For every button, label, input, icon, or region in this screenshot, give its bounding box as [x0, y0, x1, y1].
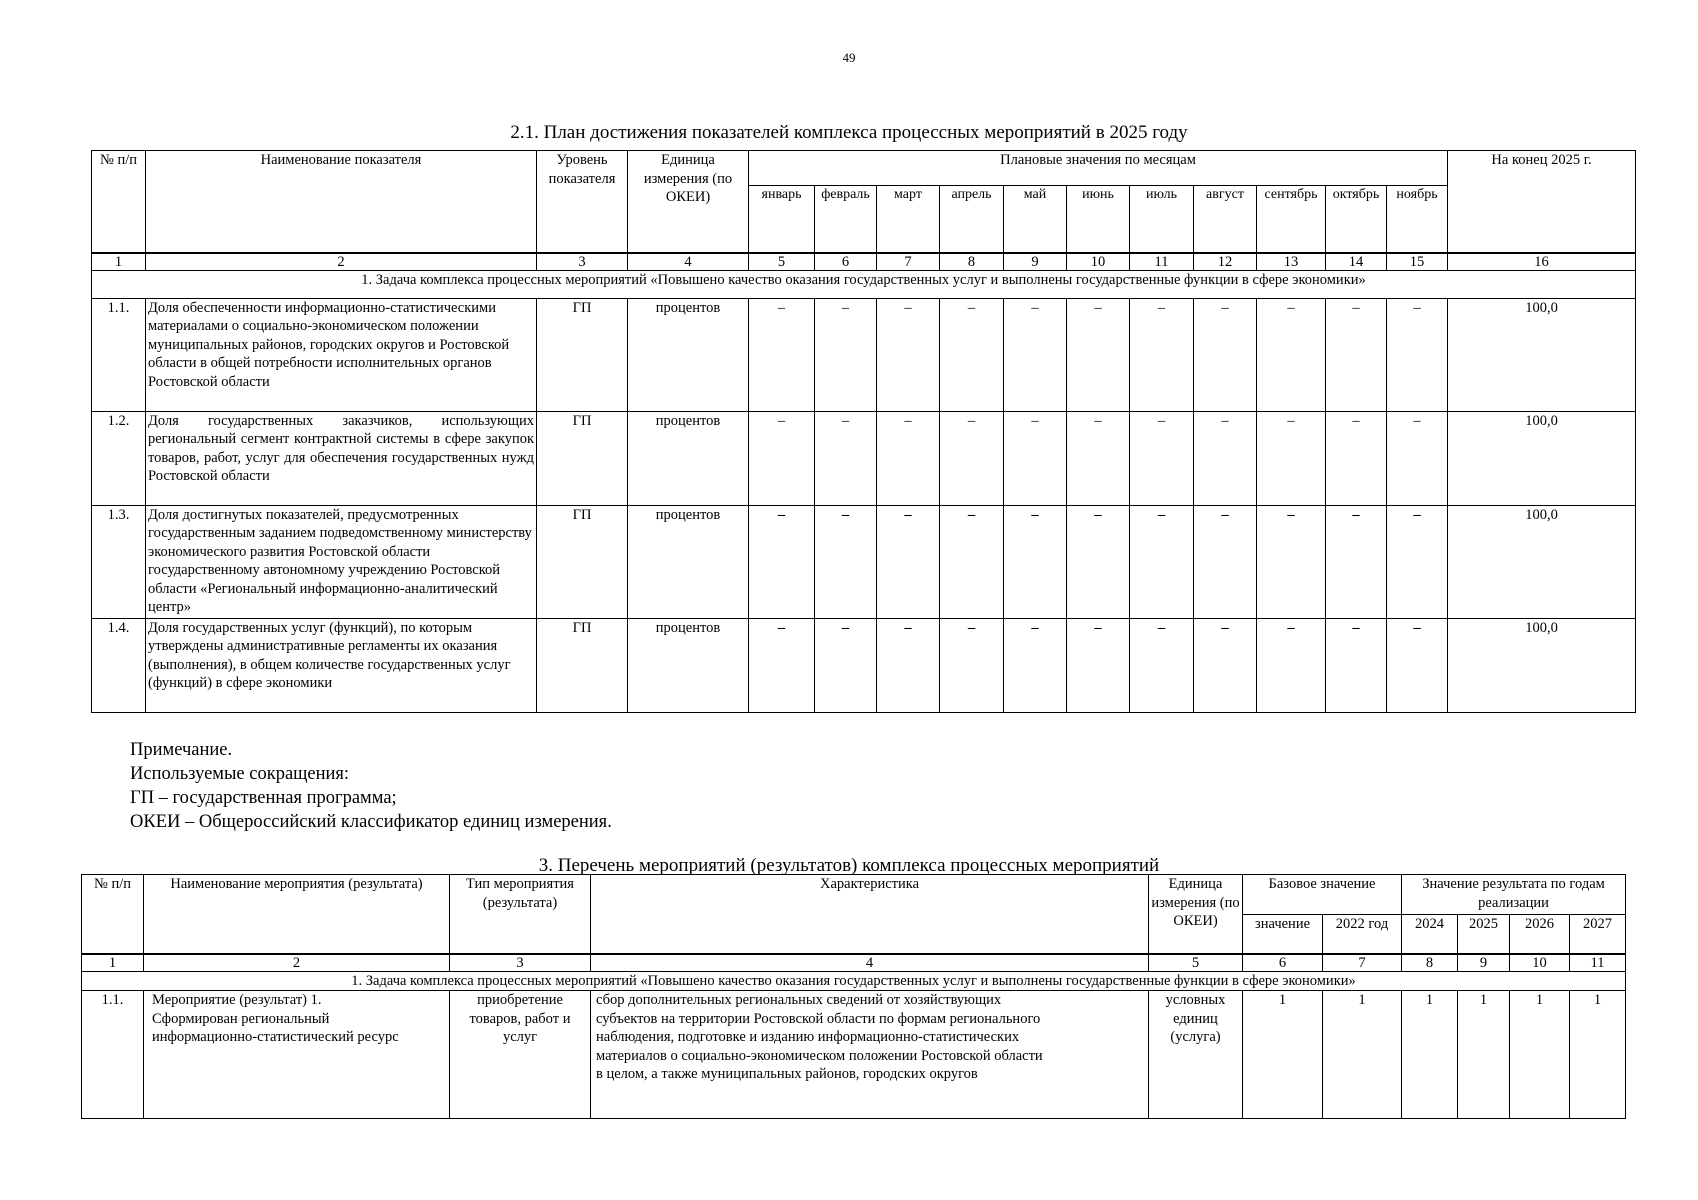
base-value: 1	[1243, 991, 1323, 1119]
table-row	[92, 298, 1636, 411]
month-value: –	[1257, 411, 1326, 505]
month-header: июнь	[1067, 186, 1130, 253]
month-value: –	[1067, 411, 1130, 505]
month-header: ноябрь	[1387, 186, 1448, 253]
table-row	[82, 991, 1626, 1119]
value-2025: 1	[1458, 991, 1510, 1119]
activity-characteristic: сбор дополнительных региональных сведений от хозяйствующих субъектов на территории Ростовской области по формам регионального наблюдения, подготовке и изданию информационно-статистических материалов о социально-экономическом положении Ростовской области в целом, а также муниципальных районов, городских округов	[591, 991, 1149, 1119]
header-unit: Единица измерения (по ОКЕИ)	[1149, 875, 1243, 954]
header-base-value: Базовое значение	[1243, 875, 1402, 915]
note-abbrev-heading: Используемые сокращения:	[130, 764, 350, 784]
month-header: январь	[749, 186, 815, 253]
month-header: август	[1194, 186, 1257, 253]
month-value: –	[1194, 411, 1257, 505]
index-cell: 2	[144, 954, 450, 972]
task-row: 1. Задача комплекса процессных мероприятий «Повышено качество оказания государственных услуг и выполнены государственные функции в сфере экономики»	[82, 971, 1626, 991]
month-value: –	[940, 411, 1004, 505]
header-num: № п/п	[92, 151, 146, 253]
header-year: 2026	[1510, 915, 1570, 954]
month-value: –	[1194, 505, 1257, 618]
month-value: –	[877, 298, 940, 411]
month-header: апрель	[940, 186, 1004, 253]
month-value: –	[1004, 505, 1067, 618]
month-value: –	[1004, 618, 1067, 712]
activities-table	[81, 874, 1626, 1119]
value-2026: 1	[1510, 991, 1570, 1119]
index-cell: 5	[749, 253, 815, 271]
end-of-year-value: 100,0	[1448, 618, 1636, 712]
header-base-value-value: значение	[1243, 915, 1323, 954]
index-cell: 16	[1448, 253, 1636, 271]
index-cell: 2	[146, 253, 537, 271]
header-indicator-name: Наименование показателя	[146, 151, 537, 253]
indicator-unit: процентов	[628, 618, 749, 712]
month-value: –	[1194, 618, 1257, 712]
month-value: –	[940, 505, 1004, 618]
table1-title: 2.1. План достижения показателей комплекса процессных мероприятий в 2025 году	[510, 122, 1188, 143]
indicator-unit: процентов	[628, 505, 749, 618]
month-value: –	[749, 505, 815, 618]
month-header: сентябрь	[1257, 186, 1326, 253]
index-cell: 3	[537, 253, 628, 271]
index-cell: 8	[1402, 954, 1458, 972]
header-activity-name: Наименование мероприятия (результата)	[144, 875, 450, 954]
activity-name: Мероприятие (результат) 1. Сформирован региональный информационно-статистический ресурс	[144, 991, 450, 1119]
row-num: 1.2.	[92, 411, 146, 505]
row-num: 1.1.	[82, 991, 144, 1119]
month-value: –	[749, 411, 815, 505]
month-value: –	[815, 618, 877, 712]
month-value: –	[1130, 505, 1194, 618]
indicator-name: Доля обеспеченности информационно-статистическими материалами о социально-экономическом положении муниципальных районов, городских округов и Ростовской области в общей потребности исполнительных органов Ростовской области	[146, 298, 537, 411]
table-row	[92, 411, 1636, 505]
indicator-name: Доля государственных заказчиков, использующих региональный сегмент контрактной системы в сфере закупок товаров, работ, услуг для обеспечения государственных нужд Ростовской области	[146, 411, 537, 505]
month-value: –	[877, 411, 940, 505]
table-row	[92, 618, 1636, 712]
month-value: –	[1130, 411, 1194, 505]
index-cell: 9	[1458, 954, 1510, 972]
index-cell: 10	[1510, 954, 1570, 972]
index-cell: 9	[1004, 253, 1067, 271]
header-planned-values: Плановые значения по месяцам	[749, 151, 1448, 186]
header-base-year: 2022 год	[1323, 915, 1402, 954]
index-cell: 6	[815, 253, 877, 271]
end-of-year-value: 100,0	[1448, 298, 1636, 411]
index-cell: 15	[1387, 253, 1448, 271]
header-result-by-years: Значение результата по годам реализации	[1402, 875, 1626, 915]
month-value: –	[940, 618, 1004, 712]
index-cell: 1	[92, 253, 146, 271]
index-cell: 1	[82, 954, 144, 972]
note-abbrev-okei: ОКЕИ – Общероссийский классификатор единиц измерения.	[130, 812, 612, 832]
page-number: 49	[842, 50, 856, 65]
activity-unit: условных единиц (услуга)	[1149, 991, 1243, 1119]
month-value: –	[1326, 411, 1387, 505]
indicator-name: Доля достигнутых показателей, предусмотренных государственным заданием подведомственному министерству экономического развития Ростовской области государственному автономному учреждению Ростовской области «Региональный информационно-аналитический центр»	[146, 505, 537, 618]
header-characteristic: Характеристика	[591, 875, 1149, 954]
index-cell: 12	[1194, 253, 1257, 271]
month-value: –	[877, 505, 940, 618]
index-cell: 7	[877, 253, 940, 271]
header-activity-type: Тип мероприятия (результата)	[450, 875, 591, 954]
header-year: 2024	[1402, 915, 1458, 954]
month-value: –	[815, 505, 877, 618]
month-value: –	[1387, 505, 1448, 618]
note-abbrev-gp: ГП – государственная программа;	[130, 788, 397, 808]
month-value: –	[940, 298, 1004, 411]
month-value: –	[749, 618, 815, 712]
month-value: –	[1067, 618, 1130, 712]
month-value: –	[815, 411, 877, 505]
month-value: –	[1004, 411, 1067, 505]
index-cell: 11	[1570, 954, 1626, 972]
month-value: –	[1387, 618, 1448, 712]
index-cell: 8	[940, 253, 1004, 271]
index-cell: 4	[591, 954, 1149, 972]
month-header: октябрь	[1326, 186, 1387, 253]
month-value: –	[1067, 298, 1130, 411]
month-value: –	[1130, 618, 1194, 712]
indicator-unit: процентов	[628, 298, 749, 411]
month-header: февраль	[815, 186, 877, 253]
month-header: май	[1004, 186, 1067, 253]
note-title: Примечание.	[130, 740, 233, 760]
header-end-of-year: На конец 2025 г.	[1448, 151, 1636, 253]
month-value: –	[1326, 298, 1387, 411]
value-2027: 1	[1570, 991, 1626, 1119]
index-cell: 13	[1257, 253, 1326, 271]
month-header: июль	[1130, 186, 1194, 253]
index-cell: 5	[1149, 954, 1243, 972]
header-level: Уровень показателя	[537, 151, 628, 253]
month-value: –	[1326, 505, 1387, 618]
header-year: 2025	[1458, 915, 1510, 954]
indicator-level: ГП	[537, 505, 628, 618]
index-cell: 4	[628, 253, 749, 271]
month-header: март	[877, 186, 940, 253]
month-value: –	[1387, 298, 1448, 411]
index-cell: 3	[450, 954, 591, 972]
indicator-name: Доля государственных услуг (функций), по которым утверждены административные регламенты их оказания (выполнения), в общем количестве государственных услуг (функций) в сфере экономики	[146, 618, 537, 712]
month-value: –	[1387, 411, 1448, 505]
header-num: № п/п	[82, 875, 144, 954]
header-year: 2027	[1570, 915, 1626, 954]
month-value: –	[815, 298, 877, 411]
end-of-year-value: 100,0	[1448, 411, 1636, 505]
row-num: 1.4.	[92, 618, 146, 712]
activity-type: приобретение товаров, работ и услуг	[450, 991, 591, 1119]
month-value: –	[749, 298, 815, 411]
month-value: –	[1257, 505, 1326, 618]
index-cell: 10	[1067, 253, 1130, 271]
row-num: 1.3.	[92, 505, 146, 618]
month-value: –	[877, 618, 940, 712]
indicators-plan-table	[91, 150, 1636, 713]
month-value: –	[1067, 505, 1130, 618]
row-num: 1.1.	[92, 298, 146, 411]
index-cell: 6	[1243, 954, 1323, 972]
indicator-level: ГП	[537, 298, 628, 411]
header-unit: Единица измерения (по ОКЕИ)	[628, 151, 749, 253]
month-value: –	[1326, 618, 1387, 712]
index-cell: 14	[1326, 253, 1387, 271]
value-2024: 1	[1402, 991, 1458, 1119]
month-value: –	[1257, 298, 1326, 411]
notes	[130, 738, 612, 834]
index-cell: 7	[1323, 954, 1402, 972]
task-row: 1. Задача комплекса процессных мероприятий «Повышено качество оказания государственных услуг и выполнены государственные функции в сфере экономики»	[92, 270, 1636, 298]
table2-title: 3. Перечень мероприятий (результатов) комплекса процессных мероприятий	[538, 855, 1160, 876]
indicator-unit: процентов	[628, 411, 749, 505]
month-value: –	[1194, 298, 1257, 411]
base-year-value: 1	[1323, 991, 1402, 1119]
month-value: –	[1130, 298, 1194, 411]
month-value: –	[1257, 618, 1326, 712]
month-value: –	[1004, 298, 1067, 411]
indicator-level: ГП	[537, 411, 628, 505]
indicator-level: ГП	[537, 618, 628, 712]
table-row	[92, 505, 1636, 618]
end-of-year-value: 100,0	[1448, 505, 1636, 618]
index-cell: 11	[1130, 253, 1194, 271]
